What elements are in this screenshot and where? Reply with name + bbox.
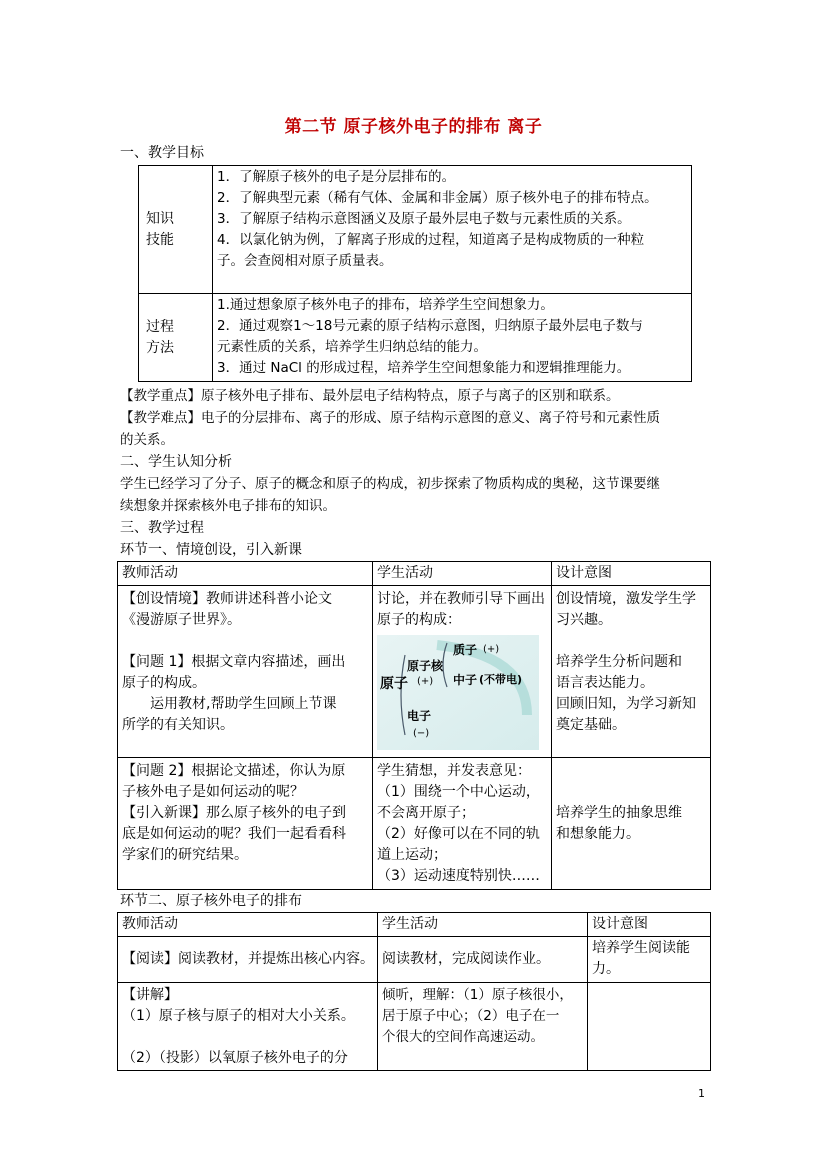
- teacher-cell: [118, 983, 378, 1071]
- cell-line: 阅读教材，完成阅读作业。: [382, 951, 550, 967]
- cell-line: 倾听，理解：（1）原子核很小，: [382, 987, 573, 1003]
- goal-line: 子。会查阅相对原子质量表。: [217, 253, 393, 269]
- goal-line: 1．了解原子核外的电子是分层排布的。: [217, 169, 456, 185]
- nucleus-label: 原子核: [407, 659, 444, 673]
- proton-charge: (+): [483, 644, 500, 655]
- cell-line: 原子的构成。: [122, 675, 206, 691]
- intent-cell: [552, 758, 711, 890]
- cell-line: 所学的有关知识。: [122, 717, 234, 733]
- header-teacher: 教师活动: [118, 913, 378, 937]
- cell-line: 不会离开原子；: [377, 805, 475, 821]
- cell-line: 【讲解】: [122, 987, 178, 1003]
- cell-line: 【创设情境】教师讲述科普小论文: [122, 591, 332, 607]
- student-cell: [373, 586, 552, 758]
- goal-line: 元素性质的关系，培养学生归纳总结的能力。: [217, 339, 487, 355]
- cell-line: 底是如何运动的呢？我们一起看看科: [122, 826, 346, 842]
- neutron-label: 中子: [453, 673, 478, 687]
- goal-line: 3．通过 NaCl 的形成过程，培养学生空间想象能力和逻辑推理能力。: [217, 360, 631, 376]
- cell-line: 【问题 2】根据论文描述，你认为原: [122, 763, 346, 779]
- page-number: 1: [698, 1087, 705, 1100]
- step2-table: [117, 912, 711, 1071]
- difficulty-line: 【教学难点】电子的分层排布、离子的形成、原子结构示意图的意义、离子符号和元素性质: [120, 410, 660, 426]
- cell-line: 【问题 1】根据文章内容描述，画出: [122, 654, 346, 670]
- goals-label-line: 知识: [146, 210, 174, 227]
- cell-line: （2）（投影）以氧原子核外电子的分: [122, 1050, 348, 1066]
- cell-line: （1）围绕一个中心运动，: [377, 784, 540, 800]
- cell-line: 《漫游原子世界》。: [122, 612, 241, 628]
- cell-line: [556, 631, 706, 652]
- goals-label-line: 技能: [146, 231, 174, 248]
- goals-label-cell: [139, 294, 213, 382]
- goal-line: 4．以氯化钠为例，了解离子形成的过程，知道离子是构成物质的一种粒: [217, 232, 645, 248]
- table-header-row: [118, 562, 711, 586]
- cell-line: 语言表达能力。: [556, 675, 654, 691]
- analysis-text: 学生已经学习了分子、原子的概念和原子的构成，初步探索了物质构成的奥秘，这节课要继: [120, 476, 660, 492]
- section-heading-goals: 一、教学目标: [120, 145, 204, 161]
- intent-cell: [552, 586, 711, 758]
- teacher-cell: [118, 937, 378, 983]
- header-intent: 设计意图: [588, 913, 711, 937]
- atom-structure-diagram: [377, 635, 539, 750]
- step-heading: 环节二、原子核外电子的排布: [120, 893, 302, 909]
- cell-line: 回顾旧知，为学习新知: [556, 696, 696, 712]
- cell-line: 培养学生的抽象思维: [556, 804, 682, 821]
- goals-row-knowledge: [139, 166, 692, 294]
- header-intent: 设计意图: [552, 562, 711, 586]
- cell-line: 子核外电子是如何运动的呢？: [122, 784, 304, 800]
- goal-line: 2．通过观察1～18号元素的原子结构示意图，归纳原子最外层电子数与: [217, 318, 643, 334]
- teacher-cell: [118, 586, 373, 758]
- step-heading: 环节一、情境创设，引入新课: [120, 542, 302, 558]
- cell-line: 居于原子中心；（2）电子在一: [382, 1008, 560, 1024]
- step1-table: [117, 561, 711, 890]
- goal-line: 3．了解原子结构示意图涵义及原子最外层电子数与元素性质的关系。: [217, 211, 631, 227]
- atom-label: 原子: [380, 676, 408, 692]
- cell-line: 和想象能力。: [556, 825, 640, 842]
- cell-line: 【引入新课】那么原子核外的电子到: [122, 805, 346, 821]
- header-student: 学生活动: [373, 562, 552, 586]
- cell-line: 原子的构成：: [377, 612, 461, 628]
- page-title: 第二节 原子核外电子的排布 离子: [284, 117, 543, 137]
- proton-label: 质子: [453, 643, 478, 657]
- student-cell: [378, 983, 588, 1071]
- electron-label: 电子: [407, 709, 432, 723]
- student-cell: [378, 937, 588, 983]
- goals-label-line: 方法: [146, 339, 174, 356]
- table-row: [118, 937, 711, 983]
- goals-content-cell: [213, 294, 692, 382]
- cell-line: 【阅读】阅读教材，并提炼出核心内容。: [122, 951, 374, 967]
- section-heading-analysis: 二、学生认知分析: [120, 454, 232, 470]
- student-cell: [373, 758, 552, 890]
- cell-line: 培养学生阅读能: [592, 940, 690, 956]
- goals-table: [138, 165, 692, 382]
- goal-line: 2．了解典型元素（稀有气体、金属和非金属）原子核外电子的排布特点。: [217, 190, 658, 206]
- intent-cell: [588, 937, 711, 983]
- cell-line: 运用教材,帮助学生回顾上节课: [122, 696, 337, 712]
- key-points: 【教学重点】原子核外电子排布、最外层电子结构特点，原子与离子的区别和联系。: [120, 388, 620, 404]
- cell-line: 习兴趣。: [556, 612, 612, 628]
- goals-label-cell: [139, 166, 213, 294]
- cell-line: 道上运动；: [377, 847, 447, 863]
- cell-line: 力。: [592, 961, 620, 977]
- table-row: [118, 758, 711, 890]
- cell-line: [122, 631, 368, 652]
- analysis-text: 续想象并探索核外电子排布的知识。: [120, 498, 336, 514]
- cell-line: （2）好像可以在不同的轨: [377, 826, 540, 842]
- section-heading-process: 三、教学过程: [120, 520, 204, 536]
- cell-line: [122, 1027, 373, 1048]
- difficulty-line: 的关系。: [120, 432, 174, 448]
- header-student: 学生活动: [378, 913, 588, 937]
- table-row: [118, 983, 711, 1071]
- cell-line: 个很大的空间作高速运动。: [382, 1029, 544, 1045]
- goal-line: 1.通过想象原子核外电子的排布，培养学生空间想象力。: [217, 297, 554, 313]
- cell-line: 培养学生分析问题和: [556, 654, 682, 670]
- table-row: [118, 586, 711, 758]
- electron-charge: (−): [413, 728, 430, 739]
- cell-line: （3）运动速度特别快……: [377, 868, 540, 884]
- goals-content-cell: [213, 166, 692, 294]
- teacher-cell: [118, 758, 373, 890]
- goals-label-line: 过程: [146, 318, 174, 335]
- header-teacher: 教师活动: [118, 562, 373, 586]
- cell-line: 奠定基础。: [556, 717, 626, 733]
- intent-cell: [588, 983, 711, 1071]
- neutron-charge: (不带电): [479, 673, 523, 686]
- cell-line: 讨论，并在教师引导下画出: [377, 591, 545, 607]
- goals-row-method: [139, 294, 692, 382]
- table-header-row: [118, 913, 711, 937]
- cell-line: 创设情境，激发学生学: [556, 591, 696, 607]
- nucleus-charge: (+): [417, 676, 434, 687]
- cell-line: （1）原子核与原子的相对大小关系。: [122, 1008, 355, 1024]
- cell-line: 学家们的研究结果。: [122, 847, 248, 863]
- cell-line: 学生猜想，并发表意见：: [377, 763, 531, 779]
